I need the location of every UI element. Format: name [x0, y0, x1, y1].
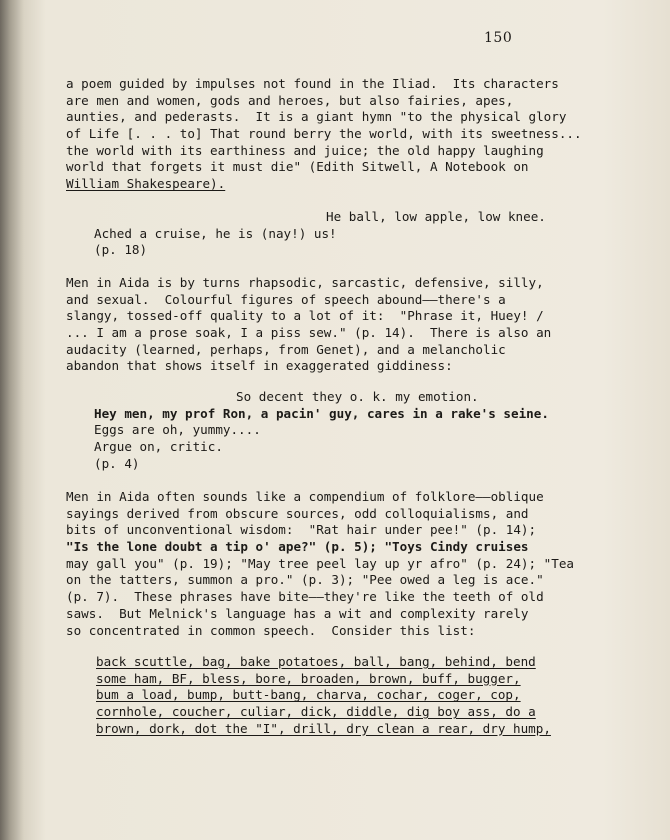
paragraph-2-line: audacity (learned, perhaps, from Genet), and a melancholic	[66, 341, 506, 357]
quote-2-line: Argue on, critic.	[94, 439, 223, 455]
quote-1-line: Ached a cruise, he is (nay!) us!	[94, 225, 337, 241]
paragraph-1-line: the world with its earthiness and juice; the old happy laughing	[66, 142, 544, 158]
paragraph-3-line: so concentrated in common speech. Consider this list:	[66, 622, 476, 638]
quote-1-citation: (p. 18)	[94, 242, 148, 258]
word-list-line: some ham, BF, bless, bore, broaden, brown, buff, bugger,	[96, 670, 521, 686]
paragraph-3-line: bits of unconventional wisdom: "Rat hair under pee!" (p. 14);	[66, 522, 537, 538]
word-list-line: back scuttle, bag, bake potatoes, ball, bang, behind, bend	[96, 654, 536, 669]
paragraph-2-line: ... I am a prose soak, I a piss sew." (p. 14). There is also an	[66, 325, 552, 341]
paragraph-2-line: abandon that shows itself in exaggerated giddiness:	[66, 358, 453, 374]
paragraph-1-line: are men and women, gods and heroes, but also fairies, apes,	[66, 92, 514, 108]
quote-2-line: So decent they o. k. my emotion.	[236, 389, 479, 404]
quote-2-line: Eggs are oh, yummy....	[94, 422, 261, 438]
paragraph-3-line: (p. 7). These phrases have bite——they're like the teeth of old	[66, 589, 544, 605]
paragraph-2-line: slangy, tossed-off quality to a lot of it: "Phrase it, Huey! /	[66, 308, 544, 324]
paragraph-3-line: on the tatters, summon a pro." (p. 3); "Pee owed a leg is ace."	[66, 572, 544, 588]
paragraph-2-line: and sexual. Colourful figures of speech abound——there's a	[66, 291, 506, 307]
quote-2-line: Hey men, my prof Ron, a pacin' guy, cares in a rake's seine.	[94, 405, 549, 421]
word-list-line: cornhole, coucher, culiar, dick, diddle, dig boy ass, do a	[96, 704, 536, 720]
word-list-line: brown, dork, dot the "I", drill, dry clean a rear, dry hump,	[96, 720, 551, 736]
quote-1	[66, 209, 606, 259]
paragraph-3-line: sayings derived from obscure sources, odd colloquialisms, and	[66, 505, 529, 521]
paragraph-2-line: Men in Aida is by turns rhapsodic, sarcastic, defensive, silly,	[66, 275, 544, 290]
word-list	[66, 654, 606, 737]
paragraph-3-line: saws. But Melnick's language has a wit and complexity rarely	[66, 605, 529, 621]
quote-2	[66, 389, 606, 472]
paragraph-3	[66, 489, 606, 639]
paragraph-1-line: aunties, and pederasts. It is a giant hymn "to the physical glory	[66, 109, 567, 125]
paragraph-2	[66, 275, 606, 375]
word-list-line: bum a load, bump, butt-bang, charva, cochar, coger, cop,	[96, 687, 521, 703]
paragraph-1-line: of Life [. . . to] That round berry the world, with its sweetness...	[66, 126, 582, 142]
paragraph-1-line: a poem guided by impulses not found in the Iliad. Its characters	[66, 76, 559, 91]
paragraph-3-line: Men in Aida often sounds like a compendium of folklore——oblique	[66, 489, 544, 504]
quote-2-citation: (p. 4)	[94, 455, 140, 471]
paragraph-3-line: may gall you" (p. 19); "May tree peel lay up yr afro" (p. 24); "Tea	[66, 555, 574, 571]
quote-1-line: He ball, low apple, low knee.	[326, 209, 546, 224]
paragraph-1	[66, 76, 606, 193]
paragraph-3-line: "Is the lone doubt a tip o' ape?" (p. 5); "Toys Cindy cruises	[66, 539, 529, 555]
paragraph-1-line: William Shakespeare).	[66, 176, 226, 192]
paragraph-1-line: world that forgets it must die" (Edith Sitwell, A Notebook on	[66, 159, 529, 175]
page-number: 150	[484, 30, 513, 46]
